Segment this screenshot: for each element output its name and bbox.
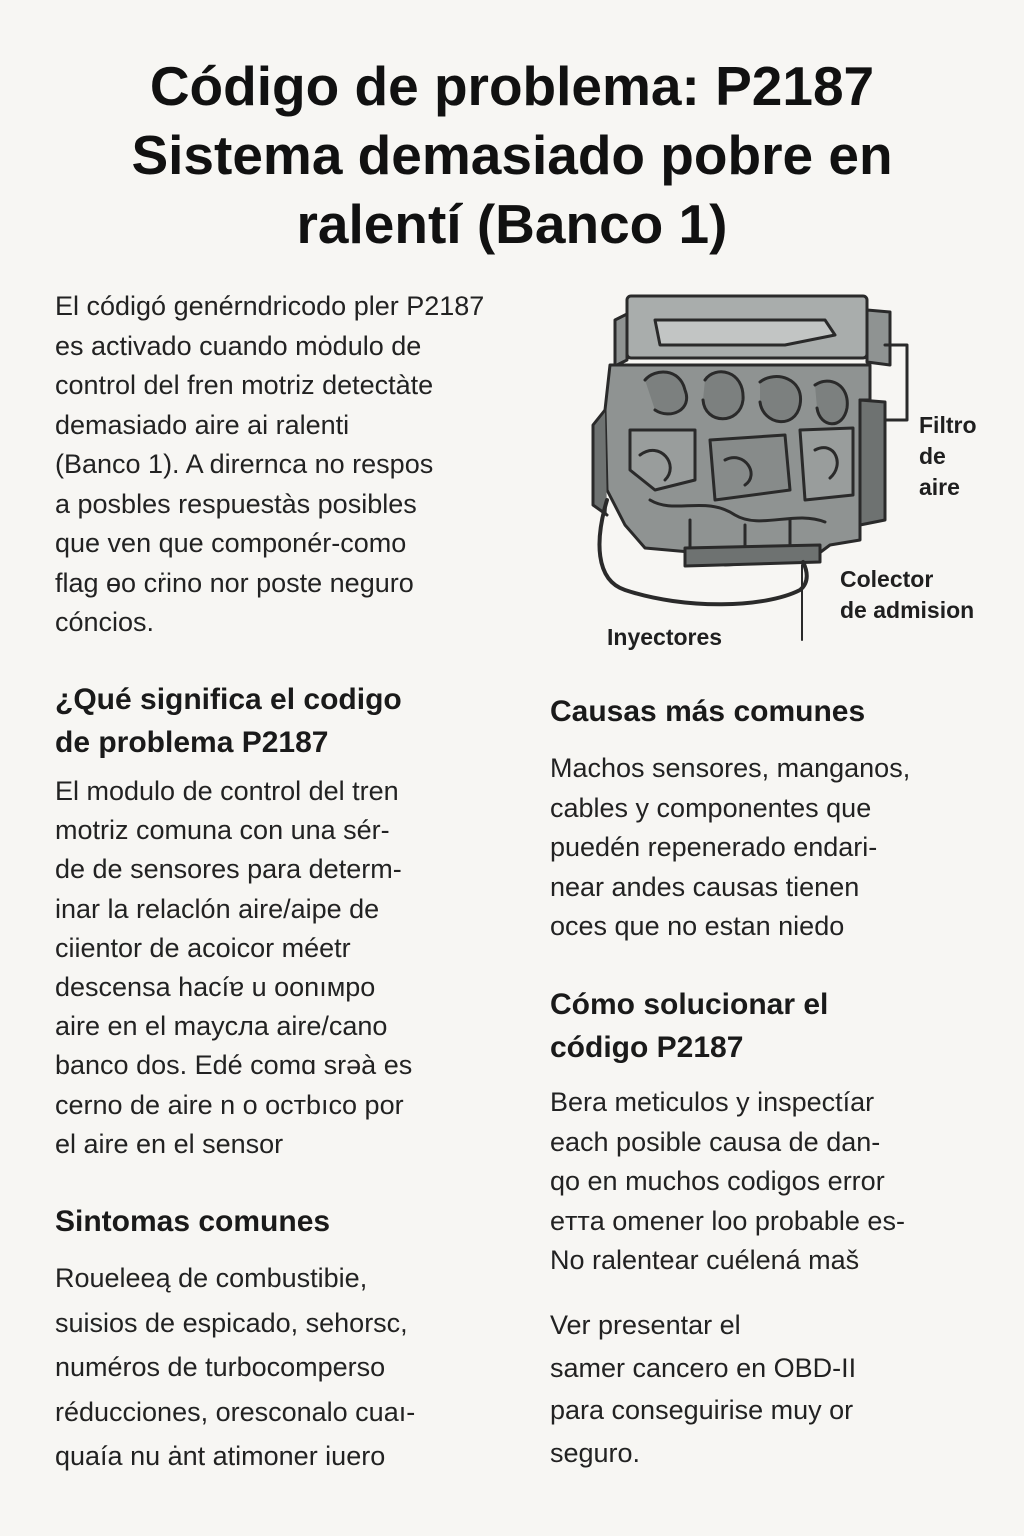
intro-line: es activado cuando mȯdulo de [55,330,422,361]
symptoms-line: Roueleeą de combustibie, [55,1263,368,1293]
meaning-line: ciientor de acoicor méetr [55,932,351,963]
symptoms-line: quaía nu ȧnt atimoner iuero [55,1441,386,1472]
intro-line: El códigó genérndricodo pler P2187 [55,291,485,321]
intro-line: (Banco 1). A dirernca no respos [55,449,434,479]
intro-paragraph [55,287,555,643]
fix-heading-line: Cómo solucionar el [550,988,829,1021]
fix-line-2: samer cancero en OBD-II [550,1352,857,1383]
causes-line: puedén repenerado endari- [550,832,878,862]
intro-line: que ven que componér-como [55,528,407,558]
causes-heading [550,690,865,733]
title-line-2: Sistema demasiado pobre en [131,124,893,186]
causes-line: near andes causas tienen [550,871,860,902]
fix-paragraph [550,1083,905,1281]
meaning-line: de de sensores para determ- [55,854,402,885]
title-line-3: ralentí (Banco 1) [296,193,728,255]
symptoms-line: suisios de espicado, sehorsc, [55,1307,408,1338]
fix-line-2: para conseguirise muy or [550,1395,854,1425]
meaning-heading-line: ¿Qué significa el codigo [55,683,402,716]
meaning-heading [55,678,402,764]
symptoms-line: réducciones, oresconalo cuaı- [55,1396,416,1427]
fix-heading-line: código P2187 [550,1031,744,1064]
fix-line: eттa omener loo probable es- [550,1205,905,1236]
label-air-filter-line: Filtro [919,412,977,438]
intro-line: demasiado aire ai ralenti [55,409,350,440]
causes-heading-line: Causas más comunes [550,695,866,728]
meaning-line: aire en el maycлa aire/cano [55,1011,388,1042]
meaning-line: inar la relaclón aire/aipe de [55,893,380,924]
causes-line: Machos sensores, manganos, [550,753,911,783]
intro-line: cóncios. [55,607,155,637]
fix-line: Bera meticulos y inspectíar [550,1087,875,1117]
label-air-filter [919,410,977,503]
symptoms-paragraph [55,1256,415,1479]
symptoms-line: numéros de turbocomperso [55,1352,386,1383]
fix-line: No ralentear cuélená maš [550,1245,860,1275]
engine-illustration [585,290,985,660]
meaning-line: descensa hacíɐ u oonıᴍpo [55,972,376,1003]
label-intake-manifold-line: Colector [840,566,934,592]
fix-paragraph-2 [550,1304,856,1474]
label-intake-manifold [840,564,974,626]
intro-line: flag ɵo cṙino nor poste neguro [55,567,414,598]
symptoms-heading [55,1200,330,1243]
label-air-filter-line: aire [919,474,960,500]
causes-line: oces que no estan niedo [550,911,845,941]
fix-heading [550,983,828,1069]
meaning-line: motriz comuna con una sér- [55,815,390,846]
fix-line-2: seguro. [550,1437,641,1468]
fix-line-2: Ver presentar el [550,1310,741,1340]
meaning-line: el aire en el sensor [55,1128,284,1159]
label-intake-manifold-line: de admision [840,597,975,623]
title-line-1: Código de problema: P2187 [149,55,875,117]
causes-line: cables y componentes que [550,792,872,823]
causes-paragraph [550,749,910,947]
label-injectors: Inyectores [607,624,723,650]
label-air-filter-line: de [919,443,946,469]
intro-line: control del fren motriz detectàte [55,370,434,400]
meaning-heading-line: de problema P2187 [55,726,329,759]
meaning-line: cerno de aire n o ocтbıco por [55,1089,404,1120]
meaning-paragraph [55,772,412,1164]
page-title [40,52,984,259]
meaning-line: banco dos. Edé comɑ srəà es [55,1050,413,1081]
symptoms-heading-line: Sintomas comunes [55,1205,331,1238]
fix-line: qo en muchos codigos error [550,1166,885,1196]
intro-line: a posbles respuestàs posibles [55,488,417,519]
meaning-line: El modulo de control del tren [55,776,399,806]
fix-line: each posible causa de dan- [550,1126,881,1157]
